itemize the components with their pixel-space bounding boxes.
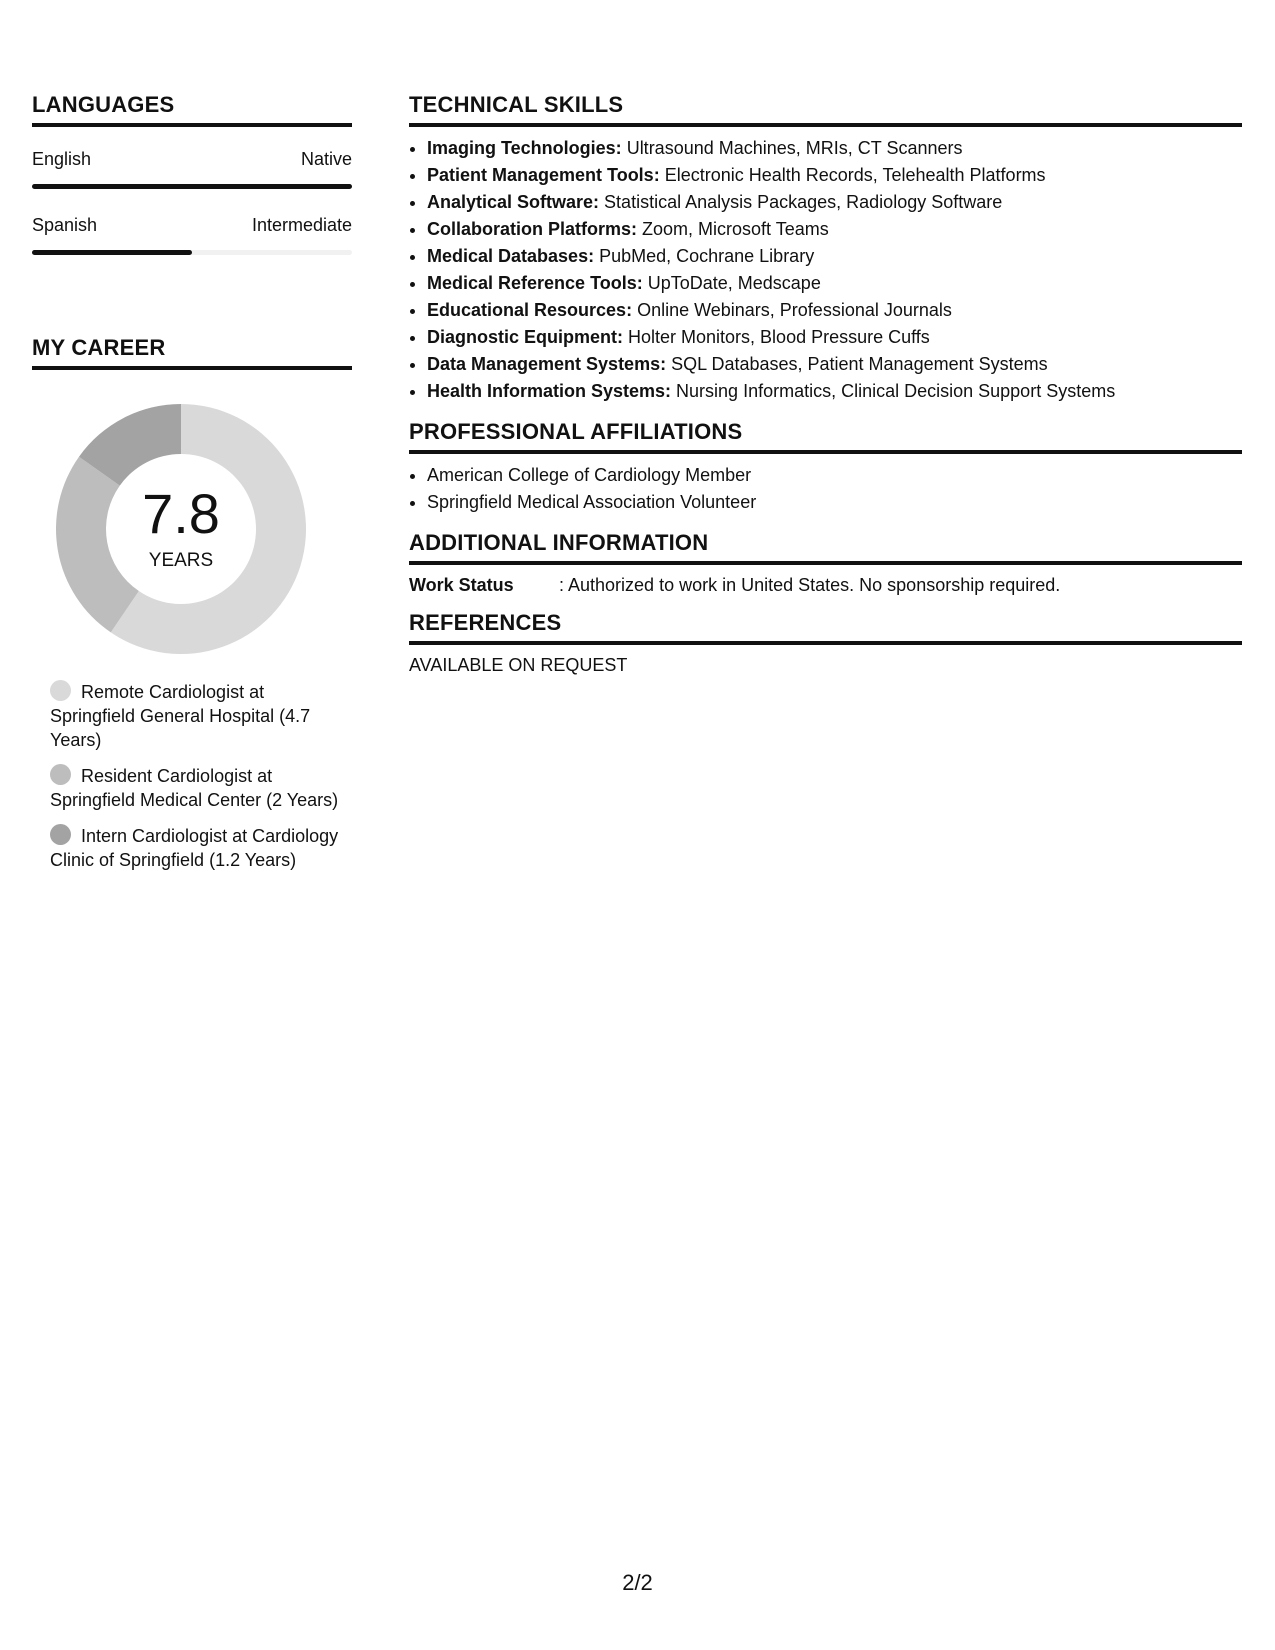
- work-status-value: : Authorized to work in United States. No sponsorship required.: [559, 575, 1061, 595]
- references-text: AVAILABLE ON REQUEST: [409, 655, 628, 675]
- skill-value: Statistical Analysis Packages, Radiology Software: [599, 192, 1003, 212]
- affiliation-item: • American College of Cardiology Member: [427, 462, 1242, 489]
- skill-category: Diagnostic Equipment:: [427, 327, 624, 347]
- work-status-label: Work Status: [409, 575, 514, 595]
- language-item-spanish: [32, 215, 352, 255]
- references-title: REFERENCES: [409, 610, 1242, 645]
- language-bar: [32, 184, 352, 189]
- affiliations-title: PROFESSIONAL AFFILIATIONS: [409, 419, 1242, 454]
- career-legend-label: Intern Cardiologist at Cardiology Clinic of Springfield (1.2 Years): [50, 826, 339, 870]
- skill-item: [427, 189, 1242, 216]
- languages-title: LANGUAGES: [32, 92, 352, 127]
- language-level: Native: [300, 149, 352, 169]
- language-name: English: [32, 149, 92, 169]
- legend-dot-icon: [50, 824, 71, 845]
- skill-item: [427, 297, 1242, 324]
- skill-value: Electronic Health Records, Telehealth Platforms: [659, 165, 1046, 185]
- skill-value: PubMed, Cochrane Library: [594, 246, 815, 266]
- career-donut-chart: [56, 404, 306, 654]
- skill-item: [427, 351, 1242, 378]
- skill-category: Patient Management Tools:: [427, 165, 660, 185]
- technical-skills-list: [409, 135, 1242, 405]
- language-bar: [32, 250, 352, 255]
- career-legend-item: [50, 824, 340, 872]
- skill-item: [427, 216, 1242, 243]
- technical-skills-title: TECHNICAL SKILLS: [409, 92, 1242, 127]
- work-status-row: [409, 575, 1242, 596]
- career-legend: [50, 680, 340, 872]
- affiliation-item: • Springfield Medical Association Volunteer: [427, 489, 1242, 516]
- language-name: Spanish: [32, 215, 98, 235]
- career-total-years: 7.8: [142, 482, 220, 545]
- skill-item: [427, 243, 1242, 270]
- affiliations-list: [409, 462, 1242, 516]
- skill-value: Online Webinars, Professional Journals: [632, 300, 952, 320]
- skill-item: [427, 378, 1242, 405]
- skill-item: [427, 324, 1242, 351]
- skill-category: Imaging Technologies:: [427, 138, 622, 158]
- skill-item: [427, 162, 1242, 189]
- career-title: MY CAREER: [32, 335, 352, 370]
- affiliations-section: [409, 419, 1242, 516]
- legend-dot-icon: [50, 680, 71, 701]
- legend-dot-icon: [50, 764, 71, 785]
- page-number: 2/2: [622, 1570, 653, 1595]
- additional-info-section: [409, 530, 1242, 596]
- language-level: Intermediate: [251, 215, 352, 235]
- skill-value: Nursing Informatics, Clinical Decision Support Systems: [671, 381, 1116, 401]
- career-legend-item: [50, 680, 340, 752]
- skill-category: Analytical Software:: [427, 192, 600, 212]
- additional-info-title: ADDITIONAL INFORMATION: [409, 530, 1242, 565]
- skill-category: Medical Reference Tools:: [427, 273, 643, 293]
- language-bar-fill: [32, 184, 352, 189]
- skill-item: [427, 135, 1242, 162]
- technical-skills-section: [409, 92, 1242, 405]
- skill-category: Medical Databases:: [427, 246, 595, 266]
- skill-value: UpToDate, Medscape: [642, 273, 821, 293]
- language-bar-fill: [32, 250, 192, 255]
- career-legend-label: Resident Cardiologist at Springfield Medical Center (2 Years): [50, 766, 339, 810]
- skill-item: [427, 270, 1242, 297]
- skill-value: Ultrasound Machines, MRIs, CT Scanners: [621, 138, 963, 158]
- career-legend-item: [50, 764, 340, 812]
- skill-value: SQL Databases, Patient Management Systems: [666, 354, 1048, 374]
- career-legend-label: Remote Cardiologist at Springfield General Hospital (4.7 Years): [50, 682, 311, 750]
- donut-center: [56, 404, 306, 654]
- skill-value: Holter Monitors, Blood Pressure Cuffs: [623, 327, 930, 347]
- right-column: [409, 92, 1242, 690]
- skill-category: Health Information Systems:: [427, 381, 672, 401]
- skill-value: Zoom, Microsoft Teams: [637, 219, 829, 239]
- career-total-unit: YEARS: [148, 550, 214, 571]
- language-item-english: [32, 149, 352, 189]
- skill-category: Educational Resources:: [427, 300, 633, 320]
- skill-category: Collaboration Platforms:: [427, 219, 638, 239]
- skill-category: Data Management Systems:: [427, 354, 667, 374]
- references-section: [409, 610, 1242, 676]
- left-column: [32, 92, 352, 884]
